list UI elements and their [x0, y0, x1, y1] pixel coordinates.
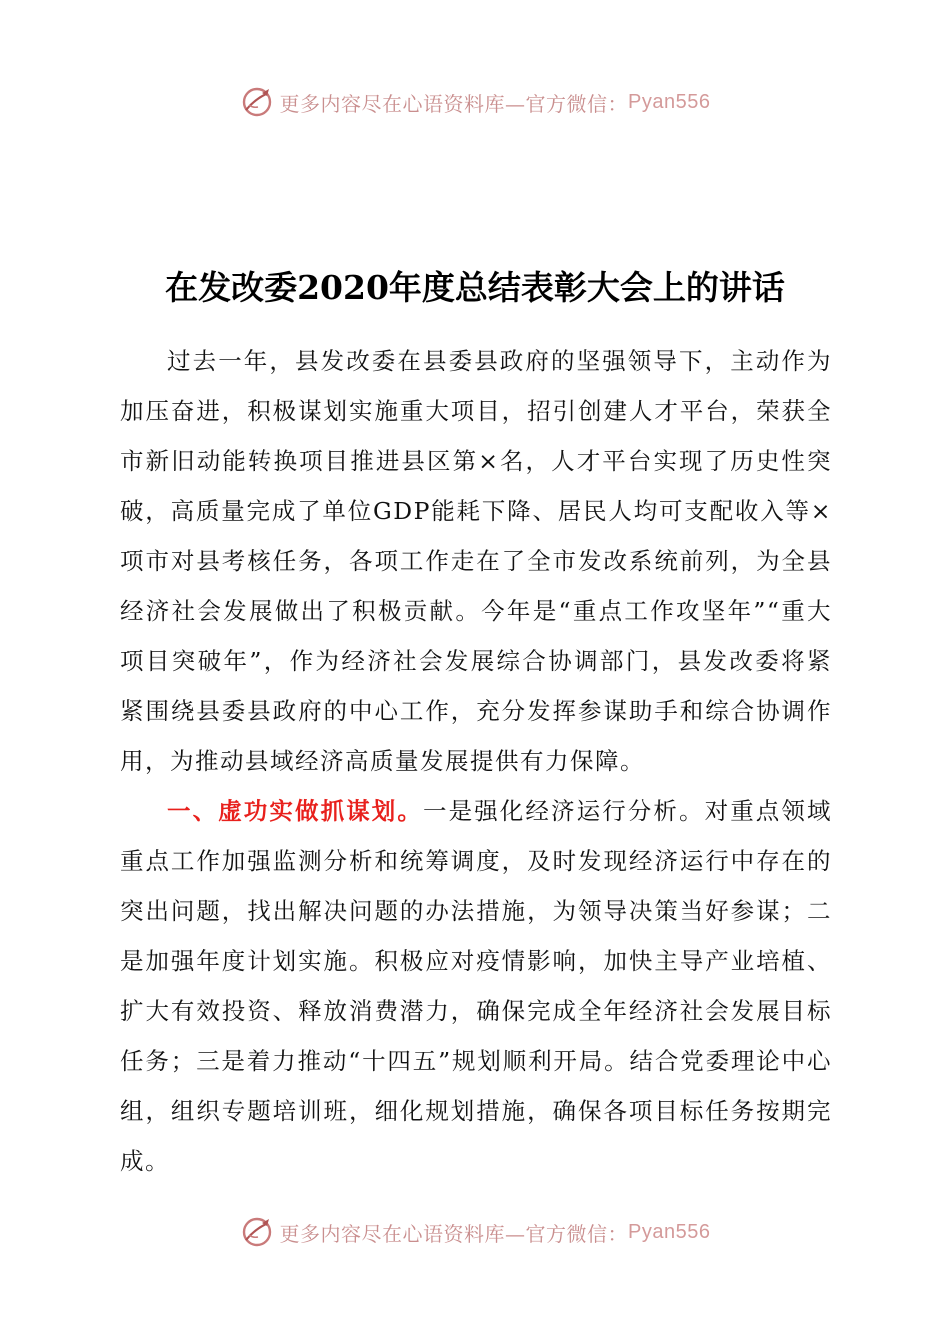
watermark-text: 更多内容尽在心语资料库—官方微信：: [279, 1221, 629, 1246]
paragraph-intro: [120, 336, 832, 786]
section-1-heading: 一、虚功实做抓谋划。: [167, 797, 423, 825]
paragraph-intro-text: 过去一年，县发改委在县委县政府的坚强领导下，主动作为加压奋进，积极谋划实施重大项目，招引创建人才平台，荣获全市新旧动能转换项目推进县区第×名，人才平台实现了历史性突破，高质量完成了单位GDP能耗下降、居民人均可支配收入等×项市对县考核任务，各项工作走在了全市发改系统前列，为全县经济社会发展做出了积极贡献。今年是“重点工作攻坚年”“重大项目突破年”，作为经济社会发展综合协调部门，县发改委将紧紧围绕县委县政府的中心工作，充分发挥参谋助手和综合协调作用，为推动县域经济高质量发展提供有力保障。: [120, 347, 832, 775]
watermark-wechat-id: Pyan556: [628, 1220, 711, 1243]
document-title: 在发改委2020年度总结表彰大会上的讲话: [165, 268, 785, 307]
header-watermark: [0, 82, 950, 122]
paragraph-section-1: [120, 786, 832, 1186]
pen-swirl-logo-icon: [240, 1215, 274, 1249]
footer-watermark: [0, 1212, 950, 1252]
watermark-text: 更多内容尽在心语资料库—官方微信：: [279, 91, 629, 116]
section-1-text: 一是强化经济运行分析。对重点领域重点工作加强监测分析和统筹调度，及时发现经济运行中存在的突出问题，找出解决问题的办法措施，为领导决策当好参谋；二是加强年度计划实施。积极应对疫情影响，加快主导产业培植、扩大有效投资、释放消费潜力，确保完成全年经济社会发展目标任务；三是着力推动“十四五”规划顺利开局。结合党委理论中心组，组织专题培训班，细化规划措施，确保各项目标任务按期完成。: [120, 797, 832, 1175]
pen-swirl-logo-icon: [240, 85, 274, 119]
watermark-wechat-id: Pyan556: [628, 90, 711, 113]
document-body: [120, 336, 832, 1186]
